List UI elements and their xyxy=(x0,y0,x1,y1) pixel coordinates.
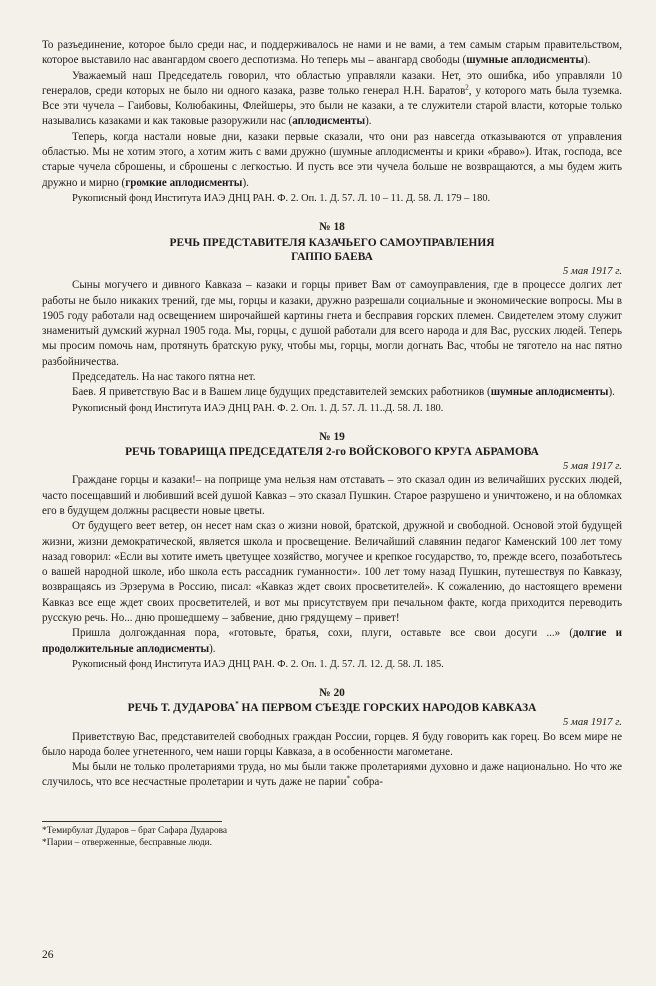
footnote-marker: * xyxy=(346,774,351,783)
document-date: 5 мая 1917 г. xyxy=(562,264,622,277)
footnote-marker: 2 xyxy=(465,83,469,92)
speech-paragraph: Председатель. На нас такого пятна нет. xyxy=(72,371,256,384)
applause-note: шумные аплодисменты xyxy=(466,54,584,67)
footnote-divider xyxy=(42,821,222,822)
intro-paragraph-1: То разъединение, которое было среди нас, и поддерживалось не нами и не вами, а тем самым старым правительством, которое выставило нас авангардом своего деспотизма. Но теперь мы – авангард свободы (шумные аплодисменты). xyxy=(42,39,622,67)
speech-paragraph: Мы были не только пролетариями труда, но мы были также пролетариями духовно и даже национально. Но что же случилось, что все несчастные пролетарии и чуть даже не парии* собра- xyxy=(42,761,622,789)
applause-note: аплодисменты xyxy=(292,115,366,128)
intro-paragraph-3: Теперь, когда настали новые дни, казаки первые сказали, что они раз навсегда отказываются от управления областью. Мы не хотим этого, а хотим жить с вами дружно (шумные аплодисменты и крики «браво»). Итак, господа, все старые чучела сброшены, и сброшены с легкостью. И пусть все эти чучела больше не возвращаются, а мы будем жить дружно и мирно (громкие аплодисменты). xyxy=(42,130,622,189)
document-title: РЕЧЬ ТОВАРИЩА ПРЕДСЕДАТЕЛЯ 2-го ВОЙСКОВОГО КРУГА АБРАМОВА xyxy=(125,446,539,459)
document-number: № 18 xyxy=(319,221,345,234)
archive-source: Рукописный фонд Института ИАЭ ДНЦ РАН. Ф. 2. Оп. 1. Д. 57. Л. 11..Д. 58. Л. 180. xyxy=(72,402,444,414)
archive-source: Рукописный фонд Института ИАЭ ДНЦ РАН. Ф. 2. Оп. 1. Д. 57. Л. 10 – 11. Д. 58. Л. 179 – 180. xyxy=(72,192,491,204)
footnote: *Парии – отверженные, бесправные люди. xyxy=(42,837,212,848)
speech-paragraph: Пришла долгожданная пора, «готовьте, братья, сохи, плуги, оставьте все свои досуги ...» (долгие и продолжительные аплодисменты). xyxy=(42,627,623,655)
applause-note: шумные аплодисменты xyxy=(490,386,609,399)
page-number: 26 xyxy=(42,949,54,961)
speech-paragraph: Баев. Я приветствую Вас и в Вашем лице будущих представителей земских работников (шумные аплодисменты). xyxy=(72,386,615,399)
intro-paragraph-2: Уважаемый наш Председатель говорил, что областью управляли казаки. Нет, это ошибка, ибо управляли 10 генералов, среди которых не было ни одного казака, разве только генерал Н.Н. Баратов$^2$, у которого мать была туземка. Все эти чучела – Гаибовы, Колюбакины, Флейшеры, это были не казаки, а те служители старой власти, которые только назывались казаками и как таковые разоружили нас (аплодисменты). xyxy=(42,69,622,128)
archive-source: Рукописный фонд Института ИАЭ ДНЦ РАН. Ф. 2. Оп. 1. Д. 57. Л. 12. Д. 58. Л. 185. xyxy=(72,658,444,670)
footnote: *Темирбулат Дударов – брат Сафара Дударова xyxy=(42,825,228,836)
document-title: РЕЧЬ ПРЕДСТАВИТЕЛЯ КАЗАЧЬЕГО САМОУПРАВЛЕНИЯ ГАППО БАЕВА xyxy=(169,236,495,264)
document-number: № 19 xyxy=(319,430,345,443)
applause-note: долгие и продолжительные аплодисменты xyxy=(42,627,623,655)
speech-paragraph: Граждане горцы и казаки!– на поприще ума нельзя нам отставать – это сказал один из величайших русских людей, часто посещавший и любивший всей душой Кавказ – это сказал Пушкин. Старое разрушено и уничтожено, и на обломках его в будущем должны расцвести новые цветы. xyxy=(42,474,622,517)
footnote-marker: * xyxy=(235,700,239,709)
document-title: РЕЧЬ Т. ДУДАРОВА* НА ПЕРВОМ СЪЕЗДЕ ГОРСКИХ НАРОДОВ КАВКАЗА xyxy=(127,700,537,715)
speech-paragraph: Приветствую Вас, представителей свободных граждан России, горцев. Я буду говорить как горец. Во всем мире не было народа более угнетенного, чем наши горцы Кавказа, а в особенности магометане. xyxy=(42,730,622,758)
speech-paragraph: От будущего веет ветер, он несет нам сказ о жизни новой, братской, дружной и свободной. Основой этой будущей жизни, жизни демократической, является школа и просвещение. Величайший славянин педагог Каменский 100 лет тому назад говорил: «Если вы хотите иметь цветущее хозяйство, могучее и крепкое государство, то, прежде всего, позаботьтесь о вашей народной школе, ибо школа есть рассадник гуманности». 100 лет тому назад Пушкин, путешествуя по Кавказу, возвращаясь из Эрзерума в Россию, писал: «Кавказ ждет своих просветителей». К сожалению, до настоящего времени Кавказ все еще ждет своих просветителей, и вот мы присутствуем при печальном факте, когда приходится переводить русскую речь. Но... дню прошедшему – забвение, дню грядущему – привет! xyxy=(42,520,622,624)
document-date: 5 мая 1917 г. xyxy=(562,459,622,472)
document-number: № 20 xyxy=(319,687,345,700)
speech-paragraph: Сыны могучего и дивного Кавказа – казаки и горцы привет Вам от самоуправления, где в процессе долгих лет работы не было никаких трений, где мы, горцы и казаки, дружно разрешали социальные и экономические вопросы. Мы в 1905 году работали над освещением широчайшей картины гнета и бесправия горских племен. Свидетелем этому служит знаменитый думский журнал 1905 года. Мы, горцы, с душой работали для всего народа и для Вас, русских людей. Теперь мы просим помочь нам, протянуть братскую руку, чтобы мы, горцы, могли догнать Вас, чтобы не тяготело на нас пятно разбойничества. xyxy=(42,279,622,368)
document-date: 5 мая 1917 г. xyxy=(562,716,622,729)
applause-note: громкие аплодисменты xyxy=(125,176,243,189)
